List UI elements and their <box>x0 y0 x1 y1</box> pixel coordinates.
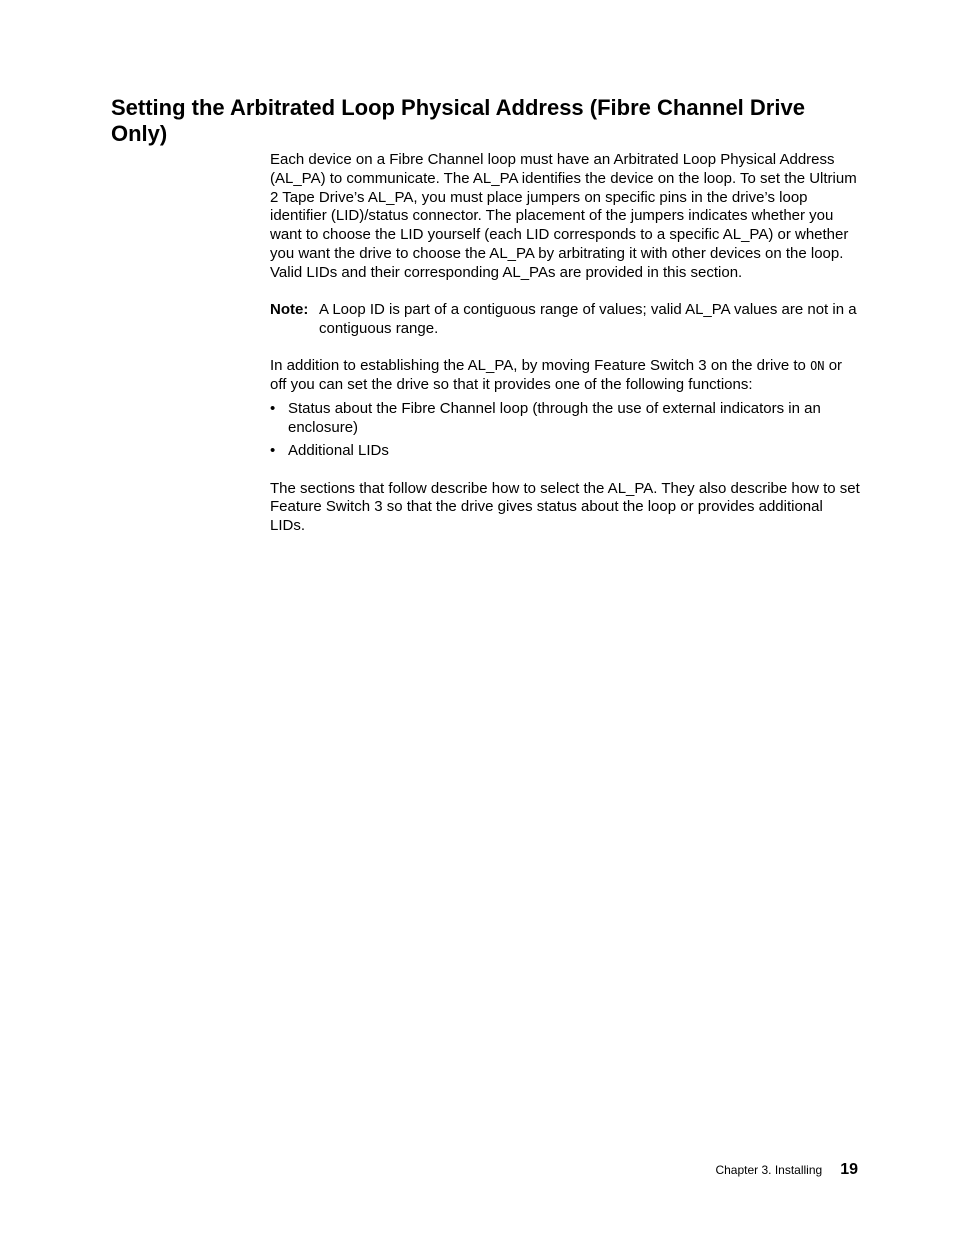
switch-paragraph-start: In addition to establishing the AL_PA, by moving Feature Switch 3 on the drive to <box>270 357 806 375</box>
note-label: Note: <box>270 301 309 319</box>
list-item <box>270 400 860 438</box>
page-footer <box>715 1161 858 1179</box>
bullet-icon: • <box>270 442 276 460</box>
list-item-text: Status about the Fibre Channel loop (through the use of external indicators in an enclosure) <box>288 399 821 436</box>
switch-paragraph <box>270 357 860 395</box>
page-number: 19 <box>840 1161 858 1178</box>
on-setting-label: ON <box>810 359 825 374</box>
list-item-text: Additional LIDs <box>288 442 389 460</box>
note-block <box>270 301 860 339</box>
section-heading: Setting the Arbitrated Loop Physical Address (Fibre Channel Drive Only) <box>111 95 805 146</box>
list-item <box>270 442 860 461</box>
intro-paragraph: Each device on a Fibre Channel loop must have an Arbitrated Loop Physical Address (AL_PA) to communicate. The AL_PA identifies the device on the loop. To set the Ultrium 2 Tape Drive’s AL_PA, you must place jumpers on specific pins in the drive’s loop identifier (LID)/status connector. The placement of the jumpers indicates whether you want to choose the LID yourself (each LID corresponds to a specific AL_PA) or whether you want the drive to choose the AL_PA by arbitrating it with other devices on the loop. Valid LIDs and their corresponding AL_PAs are provided in this section. <box>270 151 857 281</box>
body-column <box>270 151 860 536</box>
closing-paragraph: The sections that follow describe how to select the AL_PA. They also describe how to set Feature Switch 3 so that the drive gives status about the loop or provides additional LIDs. <box>270 479 860 535</box>
switch-paragraph-end: or off you can set the drive so that it provides one of the following functions: <box>270 357 843 393</box>
footer-chapter-title: Chapter 3. Installing <box>715 1163 823 1177</box>
note-text: A Loop ID is part of a contiguous range of values; valid AL_PA values are not in a contiguous range. <box>319 301 857 337</box>
bullet-icon: • <box>270 399 276 417</box>
function-list <box>270 400 860 461</box>
